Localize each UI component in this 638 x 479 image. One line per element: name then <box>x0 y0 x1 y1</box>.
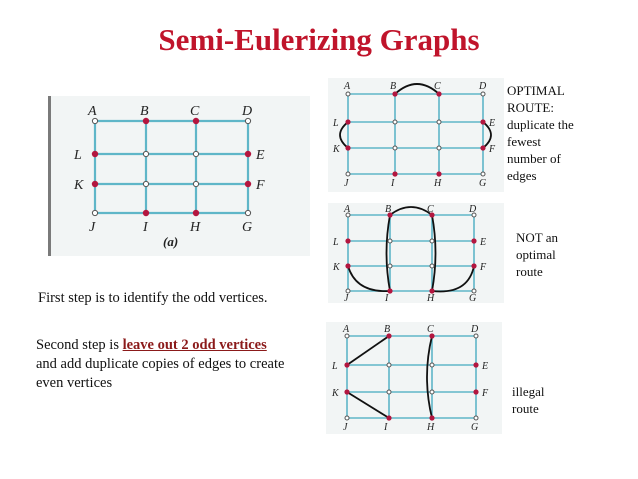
label-a: A <box>88 104 97 119</box>
vertex-h <box>193 210 199 216</box>
label-c: C <box>427 324 434 335</box>
not-optimal-annotation: NOT an optimal route <box>516 230 559 279</box>
label-f: F <box>256 178 265 193</box>
label-a: A <box>344 204 351 215</box>
label-j: J <box>344 178 349 189</box>
label-i: I <box>143 220 148 235</box>
label-d: D <box>242 104 253 119</box>
label-e: E <box>256 148 265 163</box>
label-l: L <box>333 237 339 248</box>
label-b: B <box>140 104 149 119</box>
label-i: I <box>384 422 388 433</box>
optimal-route-annotation: OPTIMAL ROUTE: duplicate the fewest number of edges <box>507 83 574 183</box>
label-l: L <box>74 148 82 163</box>
vertex-a <box>92 118 97 123</box>
label-f: F <box>482 388 489 399</box>
label-i: I <box>385 293 389 303</box>
vertex-center <box>143 151 148 156</box>
vertex-center <box>143 181 148 186</box>
vertex-e <box>245 151 251 157</box>
step-two-prefix: Second step is <box>36 337 123 353</box>
label-k: K <box>333 262 340 273</box>
label-l: L <box>332 361 338 372</box>
label-l: L <box>333 118 339 129</box>
label-j: J <box>344 293 349 303</box>
label-j: J <box>343 422 348 433</box>
label-g: G <box>242 220 253 235</box>
label-h: H <box>427 293 435 303</box>
label-g: G <box>471 422 479 433</box>
label-c: C <box>434 81 441 92</box>
label-b: B <box>384 324 391 335</box>
label-f: F <box>489 144 496 155</box>
graph-caption: (a) <box>163 234 179 249</box>
main-graph-figure <box>48 96 310 256</box>
label-a: A <box>343 324 350 335</box>
label-a: A <box>344 81 351 92</box>
vertex-j <box>92 210 97 215</box>
label-i: I <box>391 178 395 189</box>
label-h: H <box>427 422 435 433</box>
label-d: D <box>479 81 487 92</box>
label-d: D <box>471 324 479 335</box>
label-h: H <box>190 220 201 235</box>
vertex-d <box>245 118 250 123</box>
label-d: D <box>469 204 477 215</box>
label-j: J <box>89 220 96 235</box>
label-c: C <box>190 104 200 119</box>
not-optimal-route-figure <box>328 203 504 303</box>
vertex-center <box>193 151 198 156</box>
vertex-center <box>193 181 198 186</box>
vertex-g <box>245 210 250 215</box>
step-one-text: First step is to identify the odd vertices. <box>38 290 268 306</box>
vertex-l <box>92 151 98 157</box>
illegal-annotation: illegal route <box>512 384 545 416</box>
label-b: B <box>385 204 392 215</box>
vertex-f <box>245 181 251 187</box>
label-h: H <box>434 178 442 189</box>
vertex-i <box>143 210 149 216</box>
label-k: K <box>74 178 84 193</box>
label-g: G <box>469 293 477 303</box>
label-e: E <box>489 118 496 129</box>
page-title: Semi-Eulerizing Graphs <box>158 22 480 57</box>
label-k: K <box>332 388 339 399</box>
step-two-suffix: and add duplicate copies of edges to create even vertices <box>36 356 285 391</box>
illegal-route-figure <box>326 322 502 434</box>
label-b: B <box>390 81 397 92</box>
step-two-text <box>36 336 286 393</box>
label-e: E <box>480 237 487 248</box>
label-e: E <box>482 361 489 372</box>
label-c: C <box>427 204 434 215</box>
optimal-route-figure <box>328 78 504 192</box>
label-g: G <box>479 178 487 189</box>
label-f: F <box>480 262 487 273</box>
vertex-k <box>92 181 98 187</box>
label-k: K <box>333 144 340 155</box>
step-two-emphasis: leave out 2 odd vertices <box>122 337 267 353</box>
